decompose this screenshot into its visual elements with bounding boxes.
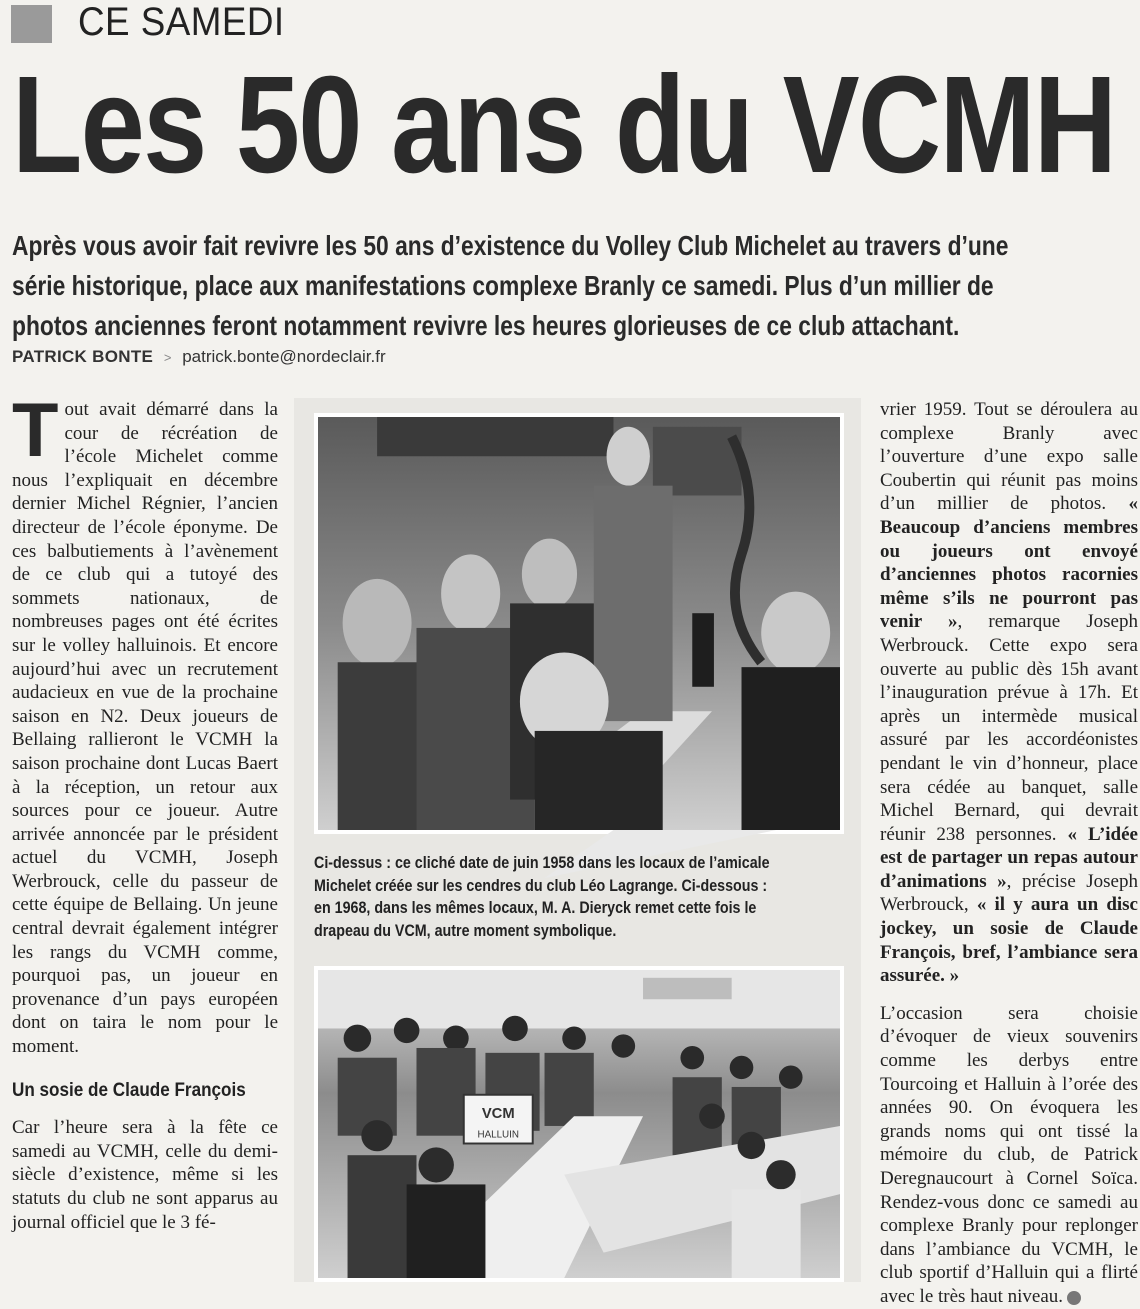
caption-line: drapeau du VCM, autre moment symbolique. [314,920,617,940]
photo-1968-image [318,970,840,1278]
standfirst-line: photos anciennes feront notamment revivre les heures glorieuses de ce club attachant. [12,310,960,341]
byline [12,347,386,367]
subheading: Un sosie de Claude François [12,1079,246,1101]
right-paragraph-1 [880,398,1138,988]
right-column [880,398,1138,1309]
kicker-marker [11,5,52,43]
left-column [12,388,278,1234]
body-paragraph: Car l’heure sera à la fête ce samedi au VCMH, celle du demi-siècle d’existence, même si les statuts du club ne sont apparus au journal officiel que le 3 fé- [12,1117,278,1233]
section-kicker: CE SAMEDI [78,0,285,44]
byline-email[interactable]: patrick.bonte@nordeclair.fr [182,347,386,366]
standfirst-line: Après vous avoir fait revivre les 50 ans d’existence du Volley Club Michelet au travers d’une [12,230,1009,261]
intro-paragraph [12,388,278,1059]
photo-1958-image [318,417,840,830]
right-text: vrier 1959. Tout se déroulera au complexe Branly avec l’ouverture d’une expo salle Coubertin qui réunit pas moins d’un millier de photos. [880,399,1138,515]
banner-halluin-text: HALLUIN [477,1129,520,1141]
right-paragraph-2 [880,1002,1138,1309]
dropcap: T [12,388,59,473]
right-text: , précise Joseph Werbrouck, [880,870,1138,916]
caption-line: en 1968, dans les mêmes locaux, M. A. Dieryck remet cette fois le [314,898,757,917]
standfirst-line: série historique, place aux manifestations complexe Branly ce samedi. Plus d’un millier de [12,270,994,301]
right-text: L’occasion sera choisie d’évoquer de vieux souvenirs comme les derbys entre Tourcoing et Halluin à l’orée des années 90. On évoquera les grands noms qui ont tissé la mémoire du club, de Patrick Deregnaucourt à Cornel Soïca. Rendez-vous donc ce samedi au complexe Branly pour replonger dans l’ambiance du VCMH, le club sportif d’Halluin qui a flirté avec le très haut niveau. [880,1002,1138,1307]
quote: « il y aura un disc jockey, un sosie de Claude François, bref, l’ambiance sera assurée. » [880,894,1138,987]
intro-text: out avait démarré dans la cour de récréation de l’école Michelet comme nous l’expliquait en décembre dernier Michel Régnier, l’ancien directeur de l’école éponyme. De ces balbutiements à l’avènement de ce club qui a tutoyé des sommets nationaux, de nombreuses pages ont été écrites sur le volley halluinois. Et encore aujourd’hui avec un recrutement audacieux en vue de la prochaine saison en N2. Deux joueurs de Bellaing rallieront le VCMH la saison prochaine dont Lucas Baert à la réception, un retour aux sources pour ce joueur. Autre arrivée annoncée par le président actuel du VCMH, Joseph Werbrouck, celle du passeur de cette équipe de Bellaing. Un jeune central devrait également intégrer les rangs du VCMH comme, pourquoi pas, un joueur en provenance d’un pays européen dont on taira le nom pour le moment. [12,399,278,1058]
right-text: , remarque Joseph Werbrouck. Cette expo sera ouverte au public dès 15h avant l’inauguration prévue à 17h. Et après un intermède musical assuré par les accordéonistes pendant le vin d’honneur, place sera cédée au banquet, salle Michel Bernard, qui devrait réunir 238 personnes. [880,611,1138,845]
photo-1958-banquet [314,413,844,834]
banner-vcm-text: VCM [481,1106,515,1123]
standfirst [12,226,1130,346]
caption-line: Ci-dessus : ce cliché date de juin 1958 dans les locaux de l’amicale [314,853,770,872]
quote: « Beaucoup d’anciens membres ou joueurs ont envoyé d’anciennes photos racornies même s’ils ne pourront pas venir » [880,493,1138,633]
caption-line: Michelet créée sur les cendres du club Léo Lagrange. Ci-dessous : [314,875,768,895]
byline-author: PATRICK BONTE [12,347,154,366]
end-of-article-icon [1067,1291,1081,1305]
headline: Les 50 ans du VCMH [12,48,1116,202]
quote: « L’idée est de partager un repas autour d’animations » [880,823,1138,892]
photo-caption [314,852,844,942]
photo-1968-ceremony [314,966,844,1282]
byline-separator-icon: > [163,350,172,365]
